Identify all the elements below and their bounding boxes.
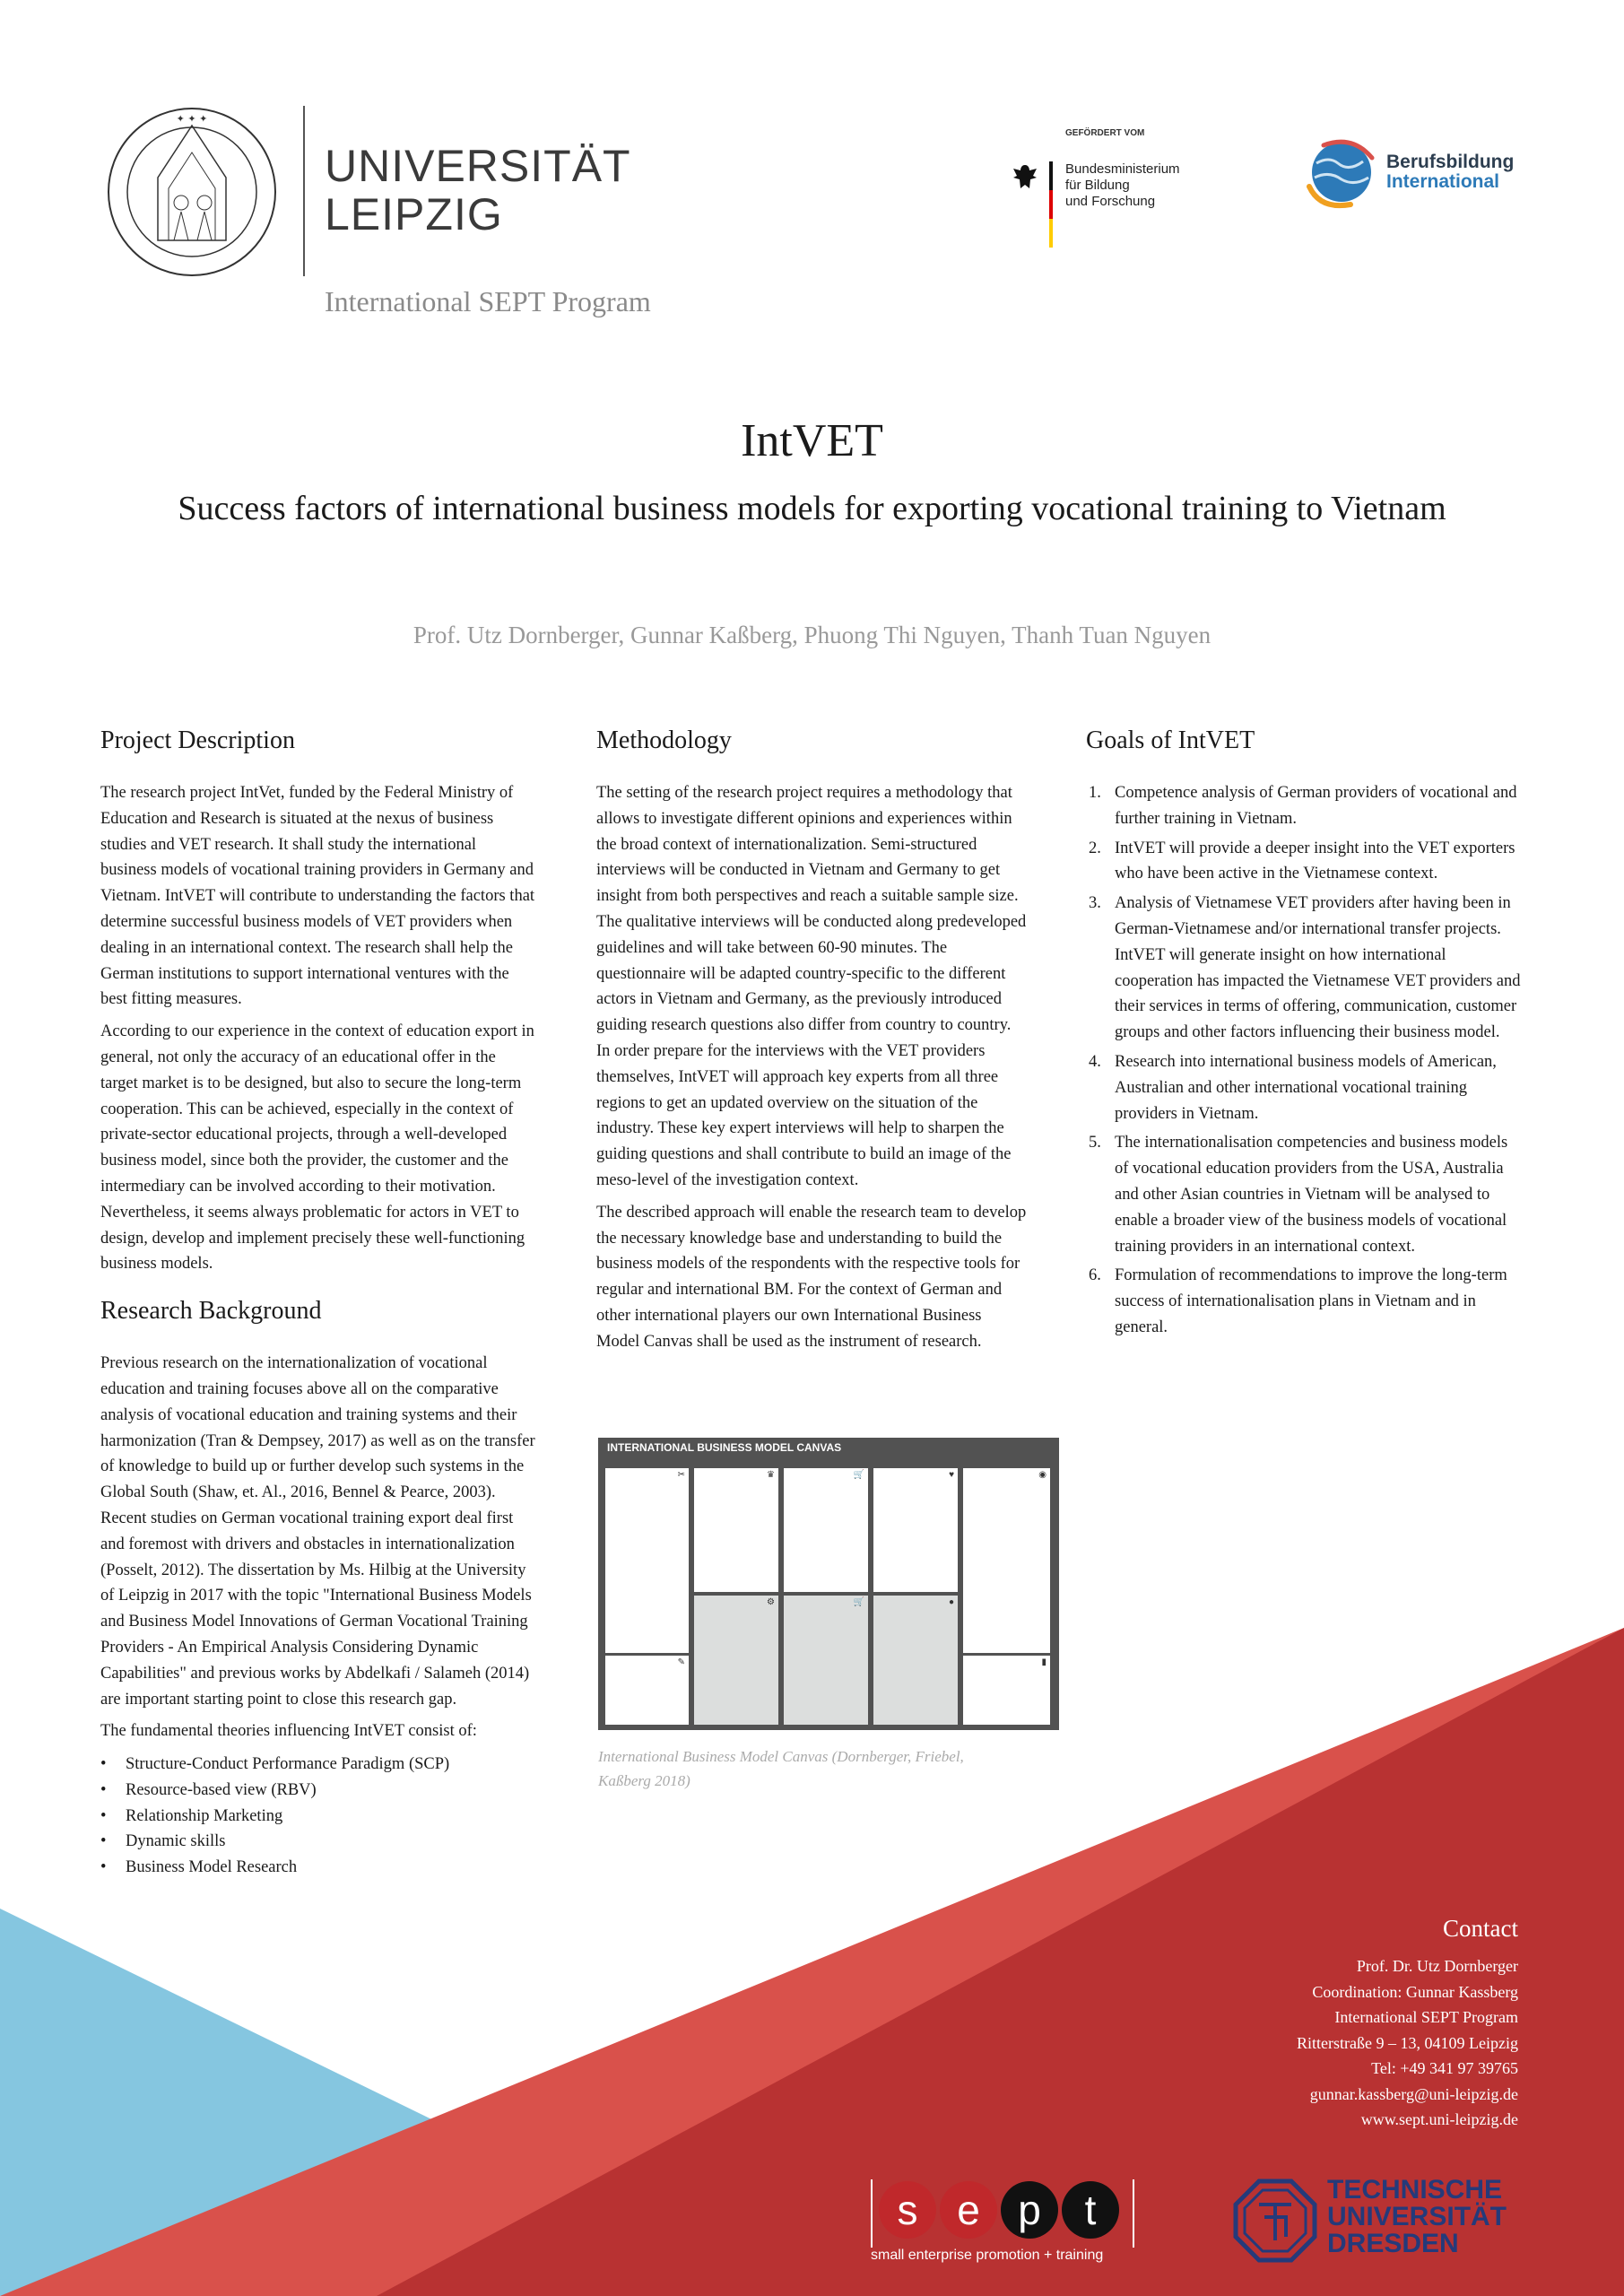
funder-line3: und Forschung xyxy=(1065,194,1156,209)
methodology-p1: The setting of the research project requires a methodology that allows to investigate different opinions and experiences within the broad context of internationalization. Semi-structured interviews will be conducted in Vietnam and Germany to get insight from both perspectives and reach a suitable sample size. The qualitative interviews will be conducted along predeveloped guidelines and will take between 60-90 minutes. The questionnaire will be adapted country-specific to the different actors in Vietnam and Germany, as the previously introduced guiding research questions also differ from country to country. In order prepare for the interviews with the VET providers themselves, IntVET will approach key experts from all three regions to get an updated overview on the situation of the industry. These key expert interviews will help to sharpen the guiding questions and shall contribute to build an image of the meso-level of the investigation context. xyxy=(596,784,1027,1189)
list-item: 5. The internationalisation competencies and business models of vocational education providers from the USA, Australia and other Asian countries in Vietnam will be analysed to enable a broader view of the business models of vocational training providers in an international context. xyxy=(1089,1134,1508,1256)
funder-name xyxy=(1065,161,1180,210)
list-item: 2. IntVET will provide a deeper insight into the VET exporters who have been active in the Vietnamese context. xyxy=(1089,839,1515,883)
crown-icon: ♛ xyxy=(767,1470,775,1480)
gear-icon: ⚙ xyxy=(767,1597,775,1607)
cart-icon: 🛒 xyxy=(853,1597,864,1607)
methodology-heading: Methodology xyxy=(596,726,732,754)
bbi-line1: Berufsbildung xyxy=(1386,152,1515,172)
list-item: 3. Analysis of Vietnamese VET providers after having been in German-Vietnamese and/or international transfer projects. IntVET will generate insight on how international cooperation has impacted the Vietnamese VET providers and their services in terms of offering, communication, customer groups and other factors influencing their business model. xyxy=(1089,894,1521,1042)
list-item: • Dynamic skills xyxy=(100,1829,535,1855)
list-item: • Relationship Marketing xyxy=(100,1804,535,1830)
university-seal-logo xyxy=(106,106,278,278)
federal-eagle-icon xyxy=(1012,161,1038,194)
tud-name xyxy=(1327,2177,1507,2257)
authors: Prof. Utz Dornberger, Gunnar Kaßberg, Phuong Thi Nguyen, Thanh Tuan Nguyen xyxy=(413,622,1211,648)
list-item: • Structure-Conduct Performance Paradigm (SCP) xyxy=(100,1752,535,1778)
sept-tagline: small enterprise promotion + training xyxy=(871,2248,1104,2263)
canvas-cell xyxy=(694,1468,778,1592)
contact-line: Ritterstraße 9 – 13, 04109 Leipzig xyxy=(1297,2033,1518,2052)
tools-icon: ✂ xyxy=(677,1470,685,1480)
canvas-caption: International Business Model Canvas (Dornberger, Friebel, Kaßberg 2018) xyxy=(598,1748,964,1789)
canvas-cell xyxy=(605,1468,689,1653)
research-background-p1: Previous research on the internationalization of vocational education and training focuses above all on the comparative analysis of vocational education and training systems and their harmonization (Tran & Dempsey, 2017) as well as on the transfer of knowledge to build up or further develop such systems in the Global South (Shaw, et. Al., 2016, Bennel & Pearce, 2003). Recent studies on German vocational training export deal first and foremost with drivers and obstacles in internationalization (Posselt, 2012). The dissertation by Ms. Hilbig at the University of Leipzig in 2017 with the topic "International Business Models and Business Model Innovations of German Vocational Training Providers - An Empirical Analysis Considering Dynamic Capabilities" and previous works by Abdelkafi / Salameh (2014) are important starting point to close this research gap. xyxy=(100,1354,535,1709)
university-name xyxy=(325,142,631,239)
canvas-cell xyxy=(694,1596,778,1725)
sept-letter: p xyxy=(1018,2187,1041,2233)
list-item: • Resource-based view (RBV) xyxy=(100,1778,535,1804)
eye-icon: ◉ xyxy=(1038,1470,1046,1480)
tud-line3: DRESDEN xyxy=(1327,2229,1459,2258)
contact-email-link[interactable]: gunnar.kassberg@uni-leipzig.de xyxy=(1309,2084,1518,2103)
column-right xyxy=(1086,725,1521,1344)
person-icon: ● xyxy=(948,1597,954,1607)
sept-letter: e xyxy=(957,2187,980,2233)
canvas-cell xyxy=(963,1468,1050,1653)
project-description-heading: Project Description xyxy=(100,726,295,754)
list-item: 1. Competence analysis of German providers of vocational and further training in Vietnam. xyxy=(1089,784,1517,828)
university-name-line1: UNIVERSITÄT xyxy=(325,141,631,191)
contact-line: Tel: +49 341 97 39765 xyxy=(1371,2059,1518,2077)
column-middle xyxy=(596,725,1027,1361)
tud-logo-icon xyxy=(1232,2178,1318,2264)
flag-stripe xyxy=(1049,161,1053,248)
bbi-line2: International xyxy=(1386,171,1500,192)
research-background-heading: Research Background xyxy=(100,1297,322,1326)
canvas-cell xyxy=(784,1596,868,1725)
contact-block xyxy=(1297,1915,1518,2133)
tud-line2: UNIVERSITÄT xyxy=(1327,2202,1507,2231)
list-item: 4. Research into international business models of American, Australian and other international vocational training providers in Vietnam. xyxy=(1089,1052,1497,1123)
sept-letter: t xyxy=(1084,2187,1097,2233)
chart-icon: ▮ xyxy=(1041,1657,1046,1667)
poster-subtitle: Success factors of international business models for exporting vocational training to Vietnam xyxy=(178,490,1446,527)
tud-line1: TECHNISCHE xyxy=(1327,2175,1503,2205)
contact-website-link[interactable]: www.sept.uni-leipzig.de xyxy=(1360,2110,1518,2128)
header-divider xyxy=(303,106,305,276)
list-item: 6. Formulation of recommendations to improve the long-term success of internationalisation plans in Vietnam and in general. xyxy=(1089,1266,1507,1336)
cart-icon: 🛒 xyxy=(853,1470,864,1480)
contact-line: Coordination: Gunnar Kassberg xyxy=(1312,1982,1518,2001)
methodology-p2: The described approach will enable the research team to develop the necessary knowledge base and understanding to build the business models of the respondents with the respective tools for regular and international BM. For the context of German and other international players our own International Business Model Canvas shall be used as the instrument of research. xyxy=(596,1203,1027,1351)
svg-text:✦ ✦ ✦: ✦ ✦ ✦ xyxy=(176,113,208,125)
globe-icon xyxy=(1302,136,1379,212)
contact-line: Prof. Dr. Utz Dornberger xyxy=(1356,1957,1518,1975)
research-background-p2: The fundamental theories influencing IntVET consist of: xyxy=(100,1722,477,1741)
canvas-cell xyxy=(784,1468,868,1592)
business-model-canvas-figure xyxy=(598,1438,1059,1730)
sept-logo xyxy=(868,2178,1137,2249)
project-description-p1: The research project IntVet, funded by the Federal Ministry of Education and Research is situated at the nexus of business studies and VET research. It shall study the international business models of vocational training providers in Germany and Vietnam. IntVET will contribute to understanding the factors that determine successful business models of VET providers when dealing in an international context. The research shall help the German institutions to support international ventures with the best fitting measures. xyxy=(100,784,535,1009)
bbi-name xyxy=(1386,152,1514,192)
university-name-line2: LEIPZIG xyxy=(325,189,503,239)
funder-line1: Bundesministerium xyxy=(1065,161,1180,177)
list-item: • Business Model Research xyxy=(100,1855,535,1881)
pencil-icon: ✎ xyxy=(677,1657,685,1667)
canvas-cell xyxy=(873,1596,958,1725)
canvas-cell xyxy=(873,1468,958,1592)
column-left xyxy=(100,725,535,1881)
funder-label: GEFÖRDERT VOM xyxy=(1065,128,1145,138)
theories-list xyxy=(100,1752,535,1881)
goals-heading: Goals of IntVET xyxy=(1086,726,1255,754)
heart-icon: ♥ xyxy=(949,1470,954,1480)
canvas-cell xyxy=(963,1656,1050,1725)
canvas-cell xyxy=(605,1656,689,1725)
contact-line: International SEPT Program xyxy=(1334,2008,1518,2026)
sept-letter: s xyxy=(897,2187,918,2233)
contact-heading: Contact xyxy=(1443,1915,1518,1942)
goals-list xyxy=(1086,780,1521,1341)
poster-title: IntVET xyxy=(741,415,883,466)
funder-line2: für Bildung xyxy=(1065,178,1130,193)
canvas-title: INTERNATIONAL BUSINESS MODEL CANVAS xyxy=(607,1441,842,1454)
program-name: International SEPT Program xyxy=(325,285,651,317)
project-description-p2: According to our experience in the context of education export in general, not only the accuracy of an educational offer in the target market is to be designed, but also to secure the long-term cooperation. This can be achieved, especially in the context of private-sector educational projects, through a well-developed business model, since both the provider, the customer and the intermediary can be involved according to their motivation. Nevertheless, it seems always problematic for actors in VET to design, develop and implement precisely these well-functioning business models. xyxy=(100,1022,534,1274)
